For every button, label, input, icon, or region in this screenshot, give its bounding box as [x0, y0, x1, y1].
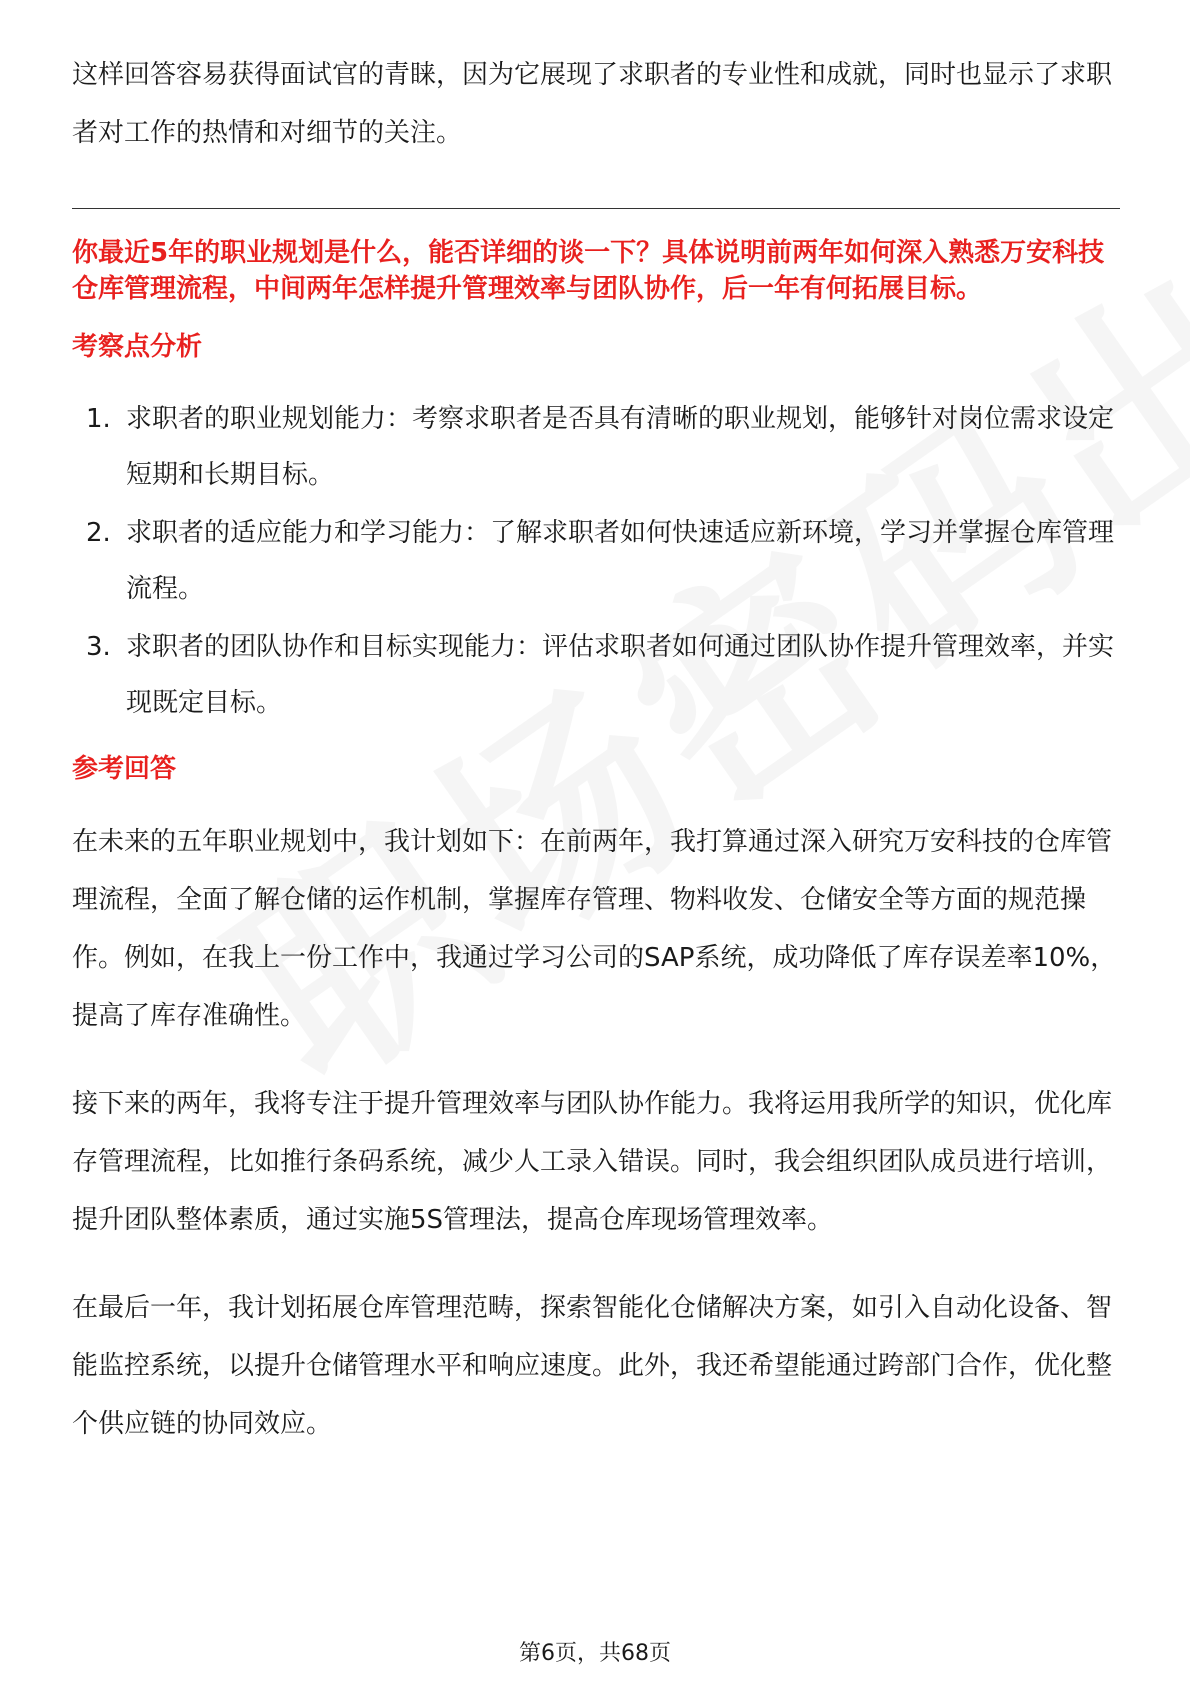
list-text: 求职者的团队协作和目标实现能力：评估求职者如何通过团队协作提升管理效率，并实现既定目标。 — [126, 632, 1115, 718]
list-number: 3. — [86, 632, 111, 662]
answer-paragraph: 接下来的两年，我将专注于提升管理效率与团队协作能力。我将运用我所学的知识，优化库存管理流程，比如推行条码系统，减少人工录入错误。同时，我会组织团队成员进行培训，提升团队整体素质，通过实施5S管理法，提高仓库现场管理效率。 — [72, 1089, 1113, 1235]
list-item — [72, 391, 1120, 503]
list-number: 2. — [86, 518, 111, 548]
list-number: 1. — [86, 404, 111, 434]
answer-paragraph: 在未来的五年职业规划中，我计划如下：在前两年，我打算通过深入研究万安科技的仓库管理流程，全面了解仓储的运作机制，掌握库存管理、物料收发、仓储安全等方面的规范操作。例如，在我上一份工作中，我通过学习公司的SAP系统，成功降低了库存误差率10%，提高了库存准确性。 — [72, 827, 1117, 1031]
intro-paragraph: 这样回答容易获得面试官的青睐，因为它展现了求职者的专业性和成就，同时也显示了求职者对工作的热情和对细节的关注。 — [72, 60, 1113, 148]
divider — [72, 208, 1120, 209]
question-heading: 你最近5年的职业规划是什么，能否详细的谈一下？具体说明前两年如何深入熟悉万安科技仓库管理流程，中间两年怎样提升管理效率与团队协作，后一年有何拓展目标。 — [72, 238, 1105, 304]
answer-paragraph: 在最后一年，我计划拓展仓库管理范畴，探索智能化仓储解决方案，如引入自动化设备、智能监控系统，以提升仓储管理水平和响应速度。此外，我还希望能通过跨部门合作，优化整个供应链的协同效应。 — [72, 1293, 1113, 1439]
analysis-list — [72, 391, 1120, 731]
answer-title: 参考回答 — [72, 754, 177, 784]
list-item — [72, 505, 1120, 617]
list-item — [72, 619, 1120, 731]
page-number-footer: 第6页，共68页 — [519, 1641, 671, 1666]
list-text: 求职者的适应能力和学习能力：了解求职者如何快速适应新环境，学习并掌握仓库管理流程。 — [126, 518, 1115, 604]
analysis-title: 考察点分析 — [72, 332, 203, 362]
list-text: 求职者的职业规划能力：考察求职者是否具有清晰的职业规划，能够针对岗位需求设定短期和长期目标。 — [126, 404, 1115, 490]
content — [72, 46, 1120, 1453]
